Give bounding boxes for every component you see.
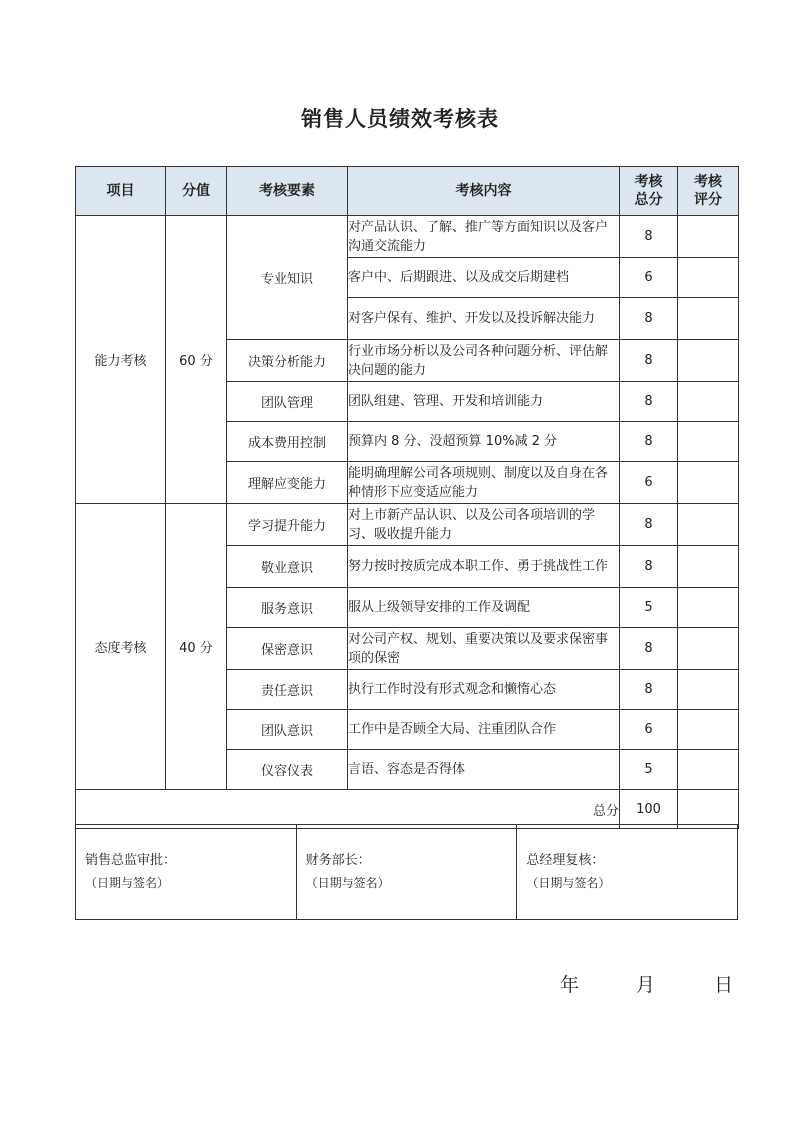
assessment-content: 执行工作时没有形式观念和懒惰心态 <box>348 670 620 710</box>
section-name: 态度考核 <box>76 504 166 790</box>
rating-input-cell[interactable] <box>678 340 739 382</box>
points-cell: 8 <box>620 216 678 258</box>
header-total-line1: 考核 <box>634 174 663 190</box>
header-score: 分值 <box>166 167 227 216</box>
total-label: 总分 <box>76 790 620 829</box>
page-title: 销售人员绩效考核表 <box>301 107 499 131</box>
assessment-content: 对客户保有、维护、开发以及投诉解决能力 <box>348 298 620 340</box>
date-month: 月 <box>636 974 656 996</box>
points-cell: 8 <box>620 382 678 422</box>
signature-title: 财务部长： <box>305 853 371 868</box>
header-rating-line1: 考核 <box>694 174 722 190</box>
assessment-content: 客户中、后期跟进、以及成交后期建档 <box>348 258 620 298</box>
assessment-element: 成本费用控制 <box>227 422 348 462</box>
assessment-element: 责任意识 <box>227 670 348 710</box>
assessment-element: 保密意识 <box>227 628 348 670</box>
table-row <box>76 216 739 258</box>
signature-note: （日期与签名） <box>305 876 390 890</box>
assessment-content: 团队组建、管理、开发和培训能力 <box>348 382 620 422</box>
assessment-content: 行业市场分析以及公司各种问题分析、评估解决问题的能力 <box>348 340 620 382</box>
assessment-content: 对产品认识、了解、推广等方面知识以及客户沟通交流能力 <box>348 216 620 258</box>
assessment-content: 预算内 8 分、没超预算 10%减 2 分 <box>348 422 620 462</box>
assessment-element: 学习提升能力 <box>227 504 348 546</box>
rating-input-cell[interactable] <box>678 258 739 298</box>
points-cell: 5 <box>620 588 678 628</box>
assessment-element: 服务意识 <box>227 588 348 628</box>
assessment-content: 对上市新产品认识、以及公司各项培训的学习、吸收提升能力 <box>348 504 620 546</box>
header-total-points <box>620 167 678 216</box>
assessment-content: 对公司产权、规划、重要决策以及要求保密事项的保密 <box>348 628 620 670</box>
assessment-element: 专业知识 <box>227 216 348 340</box>
total-rating-input-cell[interactable] <box>678 790 739 829</box>
points-cell: 6 <box>620 462 678 504</box>
assessment-content: 服从上级领导安排的工作及调配 <box>348 588 620 628</box>
table-row <box>76 504 739 546</box>
rating-input-cell[interactable] <box>678 546 739 588</box>
points-cell: 8 <box>620 546 678 588</box>
header-rating <box>678 167 739 216</box>
rating-input-cell[interactable] <box>678 670 739 710</box>
assessment-element: 团队管理 <box>227 382 348 422</box>
signature-finance-head[interactable] <box>296 825 517 920</box>
header-content: 考核内容 <box>348 167 620 216</box>
assessment-content: 言语、容态是否得体 <box>348 750 620 790</box>
date-line <box>560 970 733 997</box>
signature-note: （日期与签名） <box>526 876 611 890</box>
assessment-element: 团队意识 <box>227 710 348 750</box>
header-rating-line2: 评分 <box>694 192 722 208</box>
signature-table <box>75 824 738 920</box>
assessment-element: 仪容仪表 <box>227 750 348 790</box>
signature-row <box>76 825 738 920</box>
points-cell: 6 <box>620 258 678 298</box>
rating-input-cell[interactable] <box>678 750 739 790</box>
points-cell: 8 <box>620 340 678 382</box>
points-cell: 8 <box>620 422 678 462</box>
total-row <box>76 790 739 829</box>
signature-title: 销售总监审批： <box>85 853 177 868</box>
signature-sales-director[interactable] <box>76 825 297 920</box>
date-year: 年 <box>560 974 580 996</box>
section-score: 40 分 <box>166 504 227 790</box>
header-total-line2: 总分 <box>634 192 663 208</box>
assessment-element: 决策分析能力 <box>227 340 348 382</box>
assessment-content: 能明确理解公司各项规则、制度以及自身在各种情形下应变适应能力 <box>348 462 620 504</box>
header-row <box>76 167 739 216</box>
assessment-table <box>75 166 739 829</box>
date-day: 日 <box>714 974 734 996</box>
points-cell: 5 <box>620 750 678 790</box>
rating-input-cell[interactable] <box>678 628 739 670</box>
assessment-content: 工作中是否顾全大局、注重团队合作 <box>348 710 620 750</box>
section-name: 能力考核 <box>76 216 166 504</box>
rating-input-cell[interactable] <box>678 298 739 340</box>
total-value: 100 <box>620 790 678 829</box>
signature-title: 总经理复核： <box>526 853 605 868</box>
section-score: 60 分 <box>166 216 227 504</box>
points-cell: 8 <box>620 628 678 670</box>
rating-input-cell[interactable] <box>678 216 739 258</box>
header-item: 项目 <box>76 167 166 216</box>
assessment-element: 理解应变能力 <box>227 462 348 504</box>
points-cell: 8 <box>620 504 678 546</box>
rating-input-cell[interactable] <box>678 422 739 462</box>
assessment-element: 敬业意识 <box>227 546 348 588</box>
rating-input-cell[interactable] <box>678 710 739 750</box>
signature-note: （日期与签名） <box>85 876 170 890</box>
rating-input-cell[interactable] <box>678 588 739 628</box>
rating-input-cell[interactable] <box>678 382 739 422</box>
assessment-content: 努力按时按质完成本职工作、勇于挑战性工作 <box>348 546 620 588</box>
points-cell: 8 <box>620 298 678 340</box>
points-cell: 8 <box>620 670 678 710</box>
rating-input-cell[interactable] <box>678 504 739 546</box>
header-element: 考核要素 <box>227 167 348 216</box>
rating-input-cell[interactable] <box>678 462 739 504</box>
points-cell: 6 <box>620 710 678 750</box>
signature-general-manager[interactable] <box>517 825 738 920</box>
